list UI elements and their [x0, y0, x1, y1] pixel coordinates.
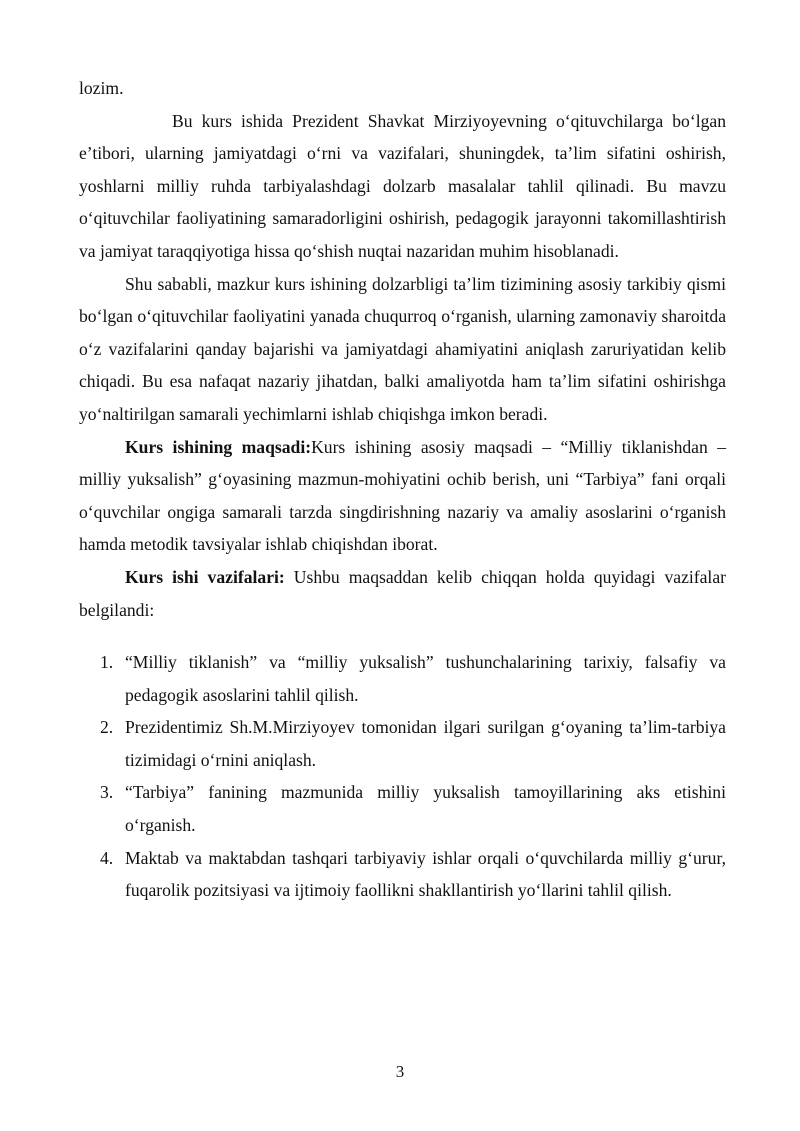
list-item-text: Maktab va maktabdan tashqari tarbiyaviy ishlar orqali o‘quvchilarda milliy g‘urur, fuqarolik pozitsiyasi va ijtimoiy faollikni shakllantirish yo‘llarini tahlil qilish. — [125, 847, 726, 901]
list-item — [79, 776, 726, 841]
goal-text: Kurs ishining asosiy maqsadi – “Milliy tiklanishdan – milliy yuksalish” g‘oyasining mazmun-mohiyatini ochib berish, uni “Tarbiya” fani orqali o‘quvchilar ongiga samarali tarzda singdirishning nazariy va amaliy asoslarini o‘rganish hamda metodik tavsiyalar ishlab chiqishdan iborat. — [79, 436, 726, 555]
paragraph-continuation: lozim. — [79, 78, 124, 98]
document-page — [79, 72, 726, 907]
list-item-text: Prezidentimiz Sh.M.Mirziyoyev tomonidan ilgari surilgan g‘oyaning ta’lim-tarbiya tizimidagi o‘rnini aniqlash. — [125, 717, 726, 770]
list-item — [79, 646, 726, 711]
list-item — [79, 842, 726, 907]
list-item-text: “Tarbiya” fanining mazmunida milliy yuksalish tamoyillarining aks etishini o‘rganish. — [125, 782, 726, 836]
page-number: 3 — [395, 1062, 405, 1081]
paragraph-tasks-intro — [79, 561, 726, 626]
list-item-number: 4. — [100, 847, 114, 868]
list-item-number: 3. — [100, 782, 114, 803]
tasks-intro-text: Ushbu maqsaddan kelib chiqqan holda quyidagi vazifalar belgilandi: — [79, 566, 726, 620]
tasks-label: Kurs ishi vazifalari: — [125, 566, 285, 587]
list-item-text: “Milliy tiklanish” va “milliy yuksalish” tushunchalarining tarixiy, falsafiy va pedagogik asoslarini tahlil qilish. — [125, 652, 726, 705]
paragraph-course-topic: Bu kurs ishida Prezident Shavkat Mirziyoyevning o‘qituvchilarga bo‘lgan e’tibori, ularning jamiyatdagi o‘rni va vazifalari, shuningdek, ta’lim sifatini oshirish, yoshlarni milliy ruhda tarbiyalashdagi dolzarb masalalar tahlil qilinadi. Bu mavzu o‘qituvchilar faoliyatining samaradorligini oshirish, pedagogik jarayonni takomillashtirish va jamiyat taraqqiyotiga hissa qo‘shish nuqtai nazaridan muhim hisoblanadi. — [79, 110, 726, 261]
tasks-list — [79, 646, 726, 907]
paragraph-goal — [79, 431, 726, 561]
list-item-number: 1. — [100, 652, 114, 673]
paragraph-relevance: Shu sababli, mazkur kurs ishining dolzarbligi ta’lim tizimining asosiy tarkibiy qismi bo‘lgan o‘qituvchilar faoliyatini yanada chuqurroq o‘rganish, ularning zamonaviy sharoitda o‘z vazifalarini qanday bajarishi va jamiyatdagi ahamiyatini aniqlash zaruriyatidan kelib chiqadi. Bu esa nafaqat nazariy jihatdan, balki amaliyotda ham ta’lim sifatini oshirishga yo‘naltirilgan samarali yechimlarni ishlab chiqishga imkon beradi. — [79, 273, 726, 424]
goal-label: Kurs ishining maqsadi: — [125, 436, 312, 457]
list-item-number: 2. — [100, 717, 114, 738]
list-item — [79, 711, 726, 776]
